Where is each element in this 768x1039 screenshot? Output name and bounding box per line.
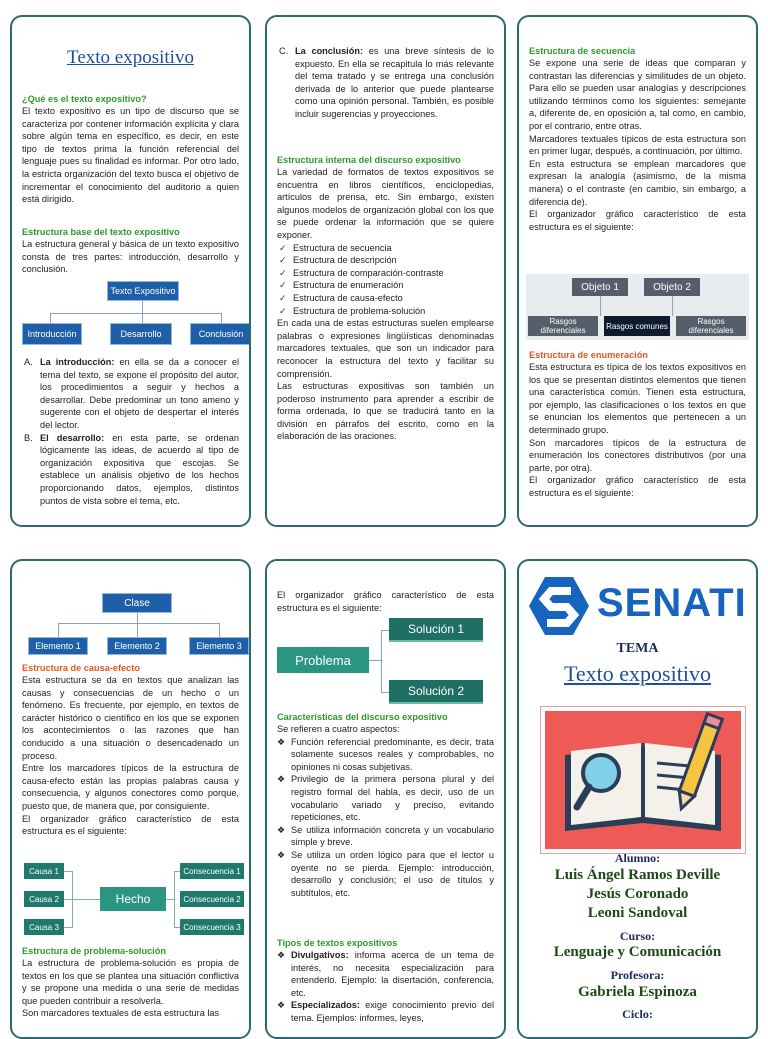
sequence-heading: Estructura de secuencia: [529, 46, 636, 56]
organizer-intro: El organizador gráfico característico de esta estructura es el siguiente:: [277, 590, 494, 613]
tema-label: TEMA: [616, 641, 659, 656]
enumeration-heading: Estructura de enumeración: [529, 350, 648, 360]
list-item: ❖ Divulgativos: informa acerca de un tema de interés, no necesita especialización para entenderlo. Ejemplo: la disertación, conferencia, etc.: [277, 949, 494, 999]
enumeration-body-3: El organizador gráfico característico de esta estructura es el siguiente:: [529, 475, 746, 498]
diagram-top-node: Texto Expositivo: [107, 281, 179, 301]
book-illustration: [541, 707, 745, 853]
list-item: B. El desarrollo: en esta parte, se ordenan lógicamente las ideas, de acuerdo al tipo de organización expositiva que escojas. Se establece un análisis objetivo de los hechos proporcionando datos, ejemplos, distintos puntos de vista sobre el tema, etc.: [24, 432, 239, 506]
senati-logo: [527, 573, 749, 639]
diagram-node: Introducción: [22, 323, 82, 345]
types-list: [277, 949, 494, 1025]
list-item: ✓ Estructura de causa-efecto: [277, 292, 494, 305]
student-name: Jesús Coronado: [586, 886, 689, 902]
solution-node: Solución 1: [389, 618, 483, 642]
internal-structure-body: La variedad de formatos de textos expositivos se encuentra en libros científicos, enciclopedias, artículos de prensa, etc. Sin embargo, existen algunos modelos de organización global con los que se puede ordenar la información que se quiere exponer.: [277, 167, 494, 240]
course-label: Curso:: [619, 929, 656, 943]
characteristics-body: Se refieren a cuatro aspectos:: [277, 724, 400, 734]
cause-effect-diagram: [24, 861, 244, 939]
student-name: Luis Ángel Ramos Deville: [554, 867, 721, 883]
problem-solution-body: La estructura de problema-solución es propia de textos en los que se plantea una situación conflictiva y se propone una medida o una serie de medidas que pueden contribuir a resolverla.: [22, 958, 239, 1006]
types-heading: Tipos de textos expositivos: [277, 938, 398, 948]
markers-body: En cada una de estas estructuras suelen emplearse palabras o expresiones lingüísticas denominadas marcadores textuales, que son un indicador para reconocer la estructura del texto y facilitar su comprensión.: [277, 318, 494, 379]
panel-intro: [10, 15, 251, 527]
course-name: Lenguaje y Comunicación: [553, 944, 722, 960]
teacher-label: Profesora:: [610, 968, 665, 982]
list-item: ❖ Privilegio de la primera persona plural y del registro formal del habla, es decir, uso de un vocabulario variado y preciso, evitando repeticiones, etc.: [277, 773, 494, 823]
cause-node: Causa 2: [24, 891, 64, 907]
sequence-body-2: Marcadores textuales típicos de esta estructura son en primer lugar, después, a continuación, por último.: [529, 133, 746, 157]
diagram-node: Conclusión: [190, 323, 251, 345]
problem-node: Problema: [277, 647, 369, 673]
characteristics-list: [277, 736, 494, 900]
enumeration-body-2: Son marcadores típicos de la estructura de enumeración los conectores distributivos (por una parte, por otra).: [529, 437, 746, 473]
trait-node: Rasgos diferenciales: [676, 316, 746, 336]
effect-node: Consecuencia 2: [180, 891, 244, 907]
enumeration-body: Esta estructura es típica de los textos expositivos en los que se presentan distintos elementos que tienen una característica común. Tienen esta estructura, por ejemplo, las clasificaciones o los textos en que se enuncian los elementos que pertenecen a un determinado grupo.: [529, 362, 746, 435]
list-item: ✓ Estructura de comparación-contraste: [277, 267, 494, 280]
panel-cause-effect: [10, 559, 251, 1039]
cycle-label: Ciclo:: [622, 1007, 653, 1021]
list-item: A. La introducción: en ella se da a conocer el tema del texto, se expone el propósito del autor, los procedimientos a seguir y hechos a desarrollar. Debe predominar un tono ameno y sugerente con el objeto de despertar el interés del lector.: [24, 357, 239, 430]
trait-node: Rasgos comunes: [604, 316, 670, 336]
cause-node: Causa 3: [24, 919, 64, 935]
list-item: ✓ Estructura de descripción: [277, 254, 494, 267]
diagram-node: Desarrollo: [110, 323, 172, 345]
sequence-body: Se expone una serie de ideas que comparan y contrastan las diferencias y similitudes de un objeto. Para ello se pueden usar analogías y descripciones utilizando términos como los siguientes: semejante a, diferente de, en oposición a, tal como, en cambio, por el contrario, entre otras.: [529, 58, 746, 131]
cause-effect-heading: Estructura de causa-efecto: [22, 663, 140, 673]
cause-effect-body-3: El organizador gráfico característico de esta estructura es el siguiente:: [22, 813, 239, 837]
what-is-body: El texto expositivo es un tipo de discurso que se caracteriza por contener información explícita y clara sobre algún tema en específico, es decir, en este tipo de textos prima la función referencial del lenguaje pues su finalidad es informar. Por otro lado, la estricta organización del texto busca el objetivo de incrementar el conocimiento del auditorio a quien está dirigido.: [22, 106, 239, 205]
diagram-node: Elemento 2: [107, 637, 167, 655]
panel-title: Texto expositivo: [67, 47, 194, 68]
list-item: ❖ Se utiliza información concreta y un vocabulario simple y breve.: [277, 824, 494, 849]
senati-logo-icon: [527, 575, 591, 637]
comparison-diagram: [526, 274, 749, 340]
cause-node: Causa 1: [24, 863, 64, 879]
center-node: Hecho: [100, 887, 166, 911]
book-magnifier-icon: [545, 711, 741, 849]
student-name: Leoni Sandoval: [587, 905, 688, 921]
parts-list: [22, 356, 239, 507]
object-node: Objeto 2: [644, 278, 700, 296]
conclusion-list: [277, 45, 494, 121]
sequence-body-4: El organizador gráfico característico de esta estructura es el siguiente:: [529, 209, 746, 232]
list-item: ✓ Estructura de secuencia: [277, 242, 494, 255]
list-item: ❖ Especializados: exige conocimiento previo del tema. Ejemplos: informes, leyes,: [277, 999, 494, 1024]
diagram-node: Elemento 3: [189, 637, 249, 655]
cover-title: Texto expositivo: [564, 661, 711, 686]
writing-body: Las estructuras expositivas son también un poderoso instrumento para aprender a escribir de forma ordenada, lo que se traducirá tanto en la división en párrafos del escrito, como en la elaboración de las oraciones.: [277, 381, 494, 442]
panel-sequence: [517, 15, 758, 527]
trait-node: Rasgos diferenciales: [528, 316, 598, 336]
list-item: C. La conclusión: es una breve síntesis de lo expuesto. En ella se recapitula lo más relevante del tema tratado y se entrega una conclusión derivada de lo anterior que puede plantearse como una opinión personal. También, es posible incluir sugerencias y proyecciones.: [279, 46, 494, 119]
problem-solution-heading: Estructura de problema-solución: [22, 946, 166, 956]
cause-effect-body-2: Entre los marcadores típicos de la estructura de causa-efecto están las propias palabras causa y consecuencia, y algunos conectores como porque, puesto que, de manera que, por consiguiente.: [22, 763, 239, 811]
structure-checklist: [277, 242, 494, 318]
teacher-name: Gabriela Espinoza: [578, 984, 697, 1000]
panel-cover: [517, 559, 758, 1039]
brand-name: SENATI: [597, 581, 747, 625]
base-structure-diagram: [22, 281, 242, 359]
object-node: Objeto 1: [572, 278, 628, 296]
what-is-heading: ¿Qué es el texto expositivo?: [22, 94, 147, 104]
solution-node: Solución 2: [389, 680, 483, 704]
effect-node: Consecuencia 3: [180, 919, 244, 935]
sequence-body-3: En esta estructura se emplean marcadores que expresan la analogía (asimismo, de la misma manera) o el contraste (en cambio, sin embargo, a diferencia de).: [529, 158, 746, 207]
internal-structure-heading: Estructura interna del discurso expositivo: [277, 155, 461, 165]
problem-solution-diagram: [277, 617, 497, 705]
characteristics-heading: Características del discurso expositivo: [277, 712, 448, 722]
diagram-node: Elemento 1: [28, 637, 88, 655]
list-item: ❖ Función referencial predominante, es decir, trata solamente sucesos reales y comprobables, no opiniones ni cosas subjetivas.: [277, 736, 494, 774]
list-item: ✓ Estructura de problema-solución: [277, 305, 494, 318]
base-structure-body: La estructura general y básica de un texto expositivo consta de tres partes: introducción, desarrollo y conclusión.: [22, 239, 239, 275]
effect-node: Consecuencia 1: [180, 863, 244, 879]
panel-internal-structure: [265, 15, 506, 527]
problem-solution-body-2: Son marcadores textuales de esta estructura las: [22, 1008, 220, 1019]
list-item: ❖ Se utiliza un orden lógico para que el lector u oyente no se pierda. Ejemplo: introducción, desarrollo y conclusión; el uso de títulos y subtítulos, etc.: [277, 849, 494, 899]
panel-characteristics: [265, 559, 506, 1039]
class-diagram: [22, 593, 242, 659]
list-item: ✓ Estructura de enumeración: [277, 279, 494, 292]
diagram-top-node: Clase: [102, 593, 172, 613]
student-label: Alumno:: [614, 851, 661, 865]
cause-effect-body: Esta estructura se da en textos que analizan las causas y consecuencias de un hecho o un fenómeno. Es frecuente, por ejemplo, en textos de carácter histórico o científico en los que se exponen los acontecimientos o las razones que han conducido a una situación o desencadenado un proceso.: [22, 675, 239, 761]
base-structure-heading: Estructura base del texto expositivo: [22, 227, 180, 237]
